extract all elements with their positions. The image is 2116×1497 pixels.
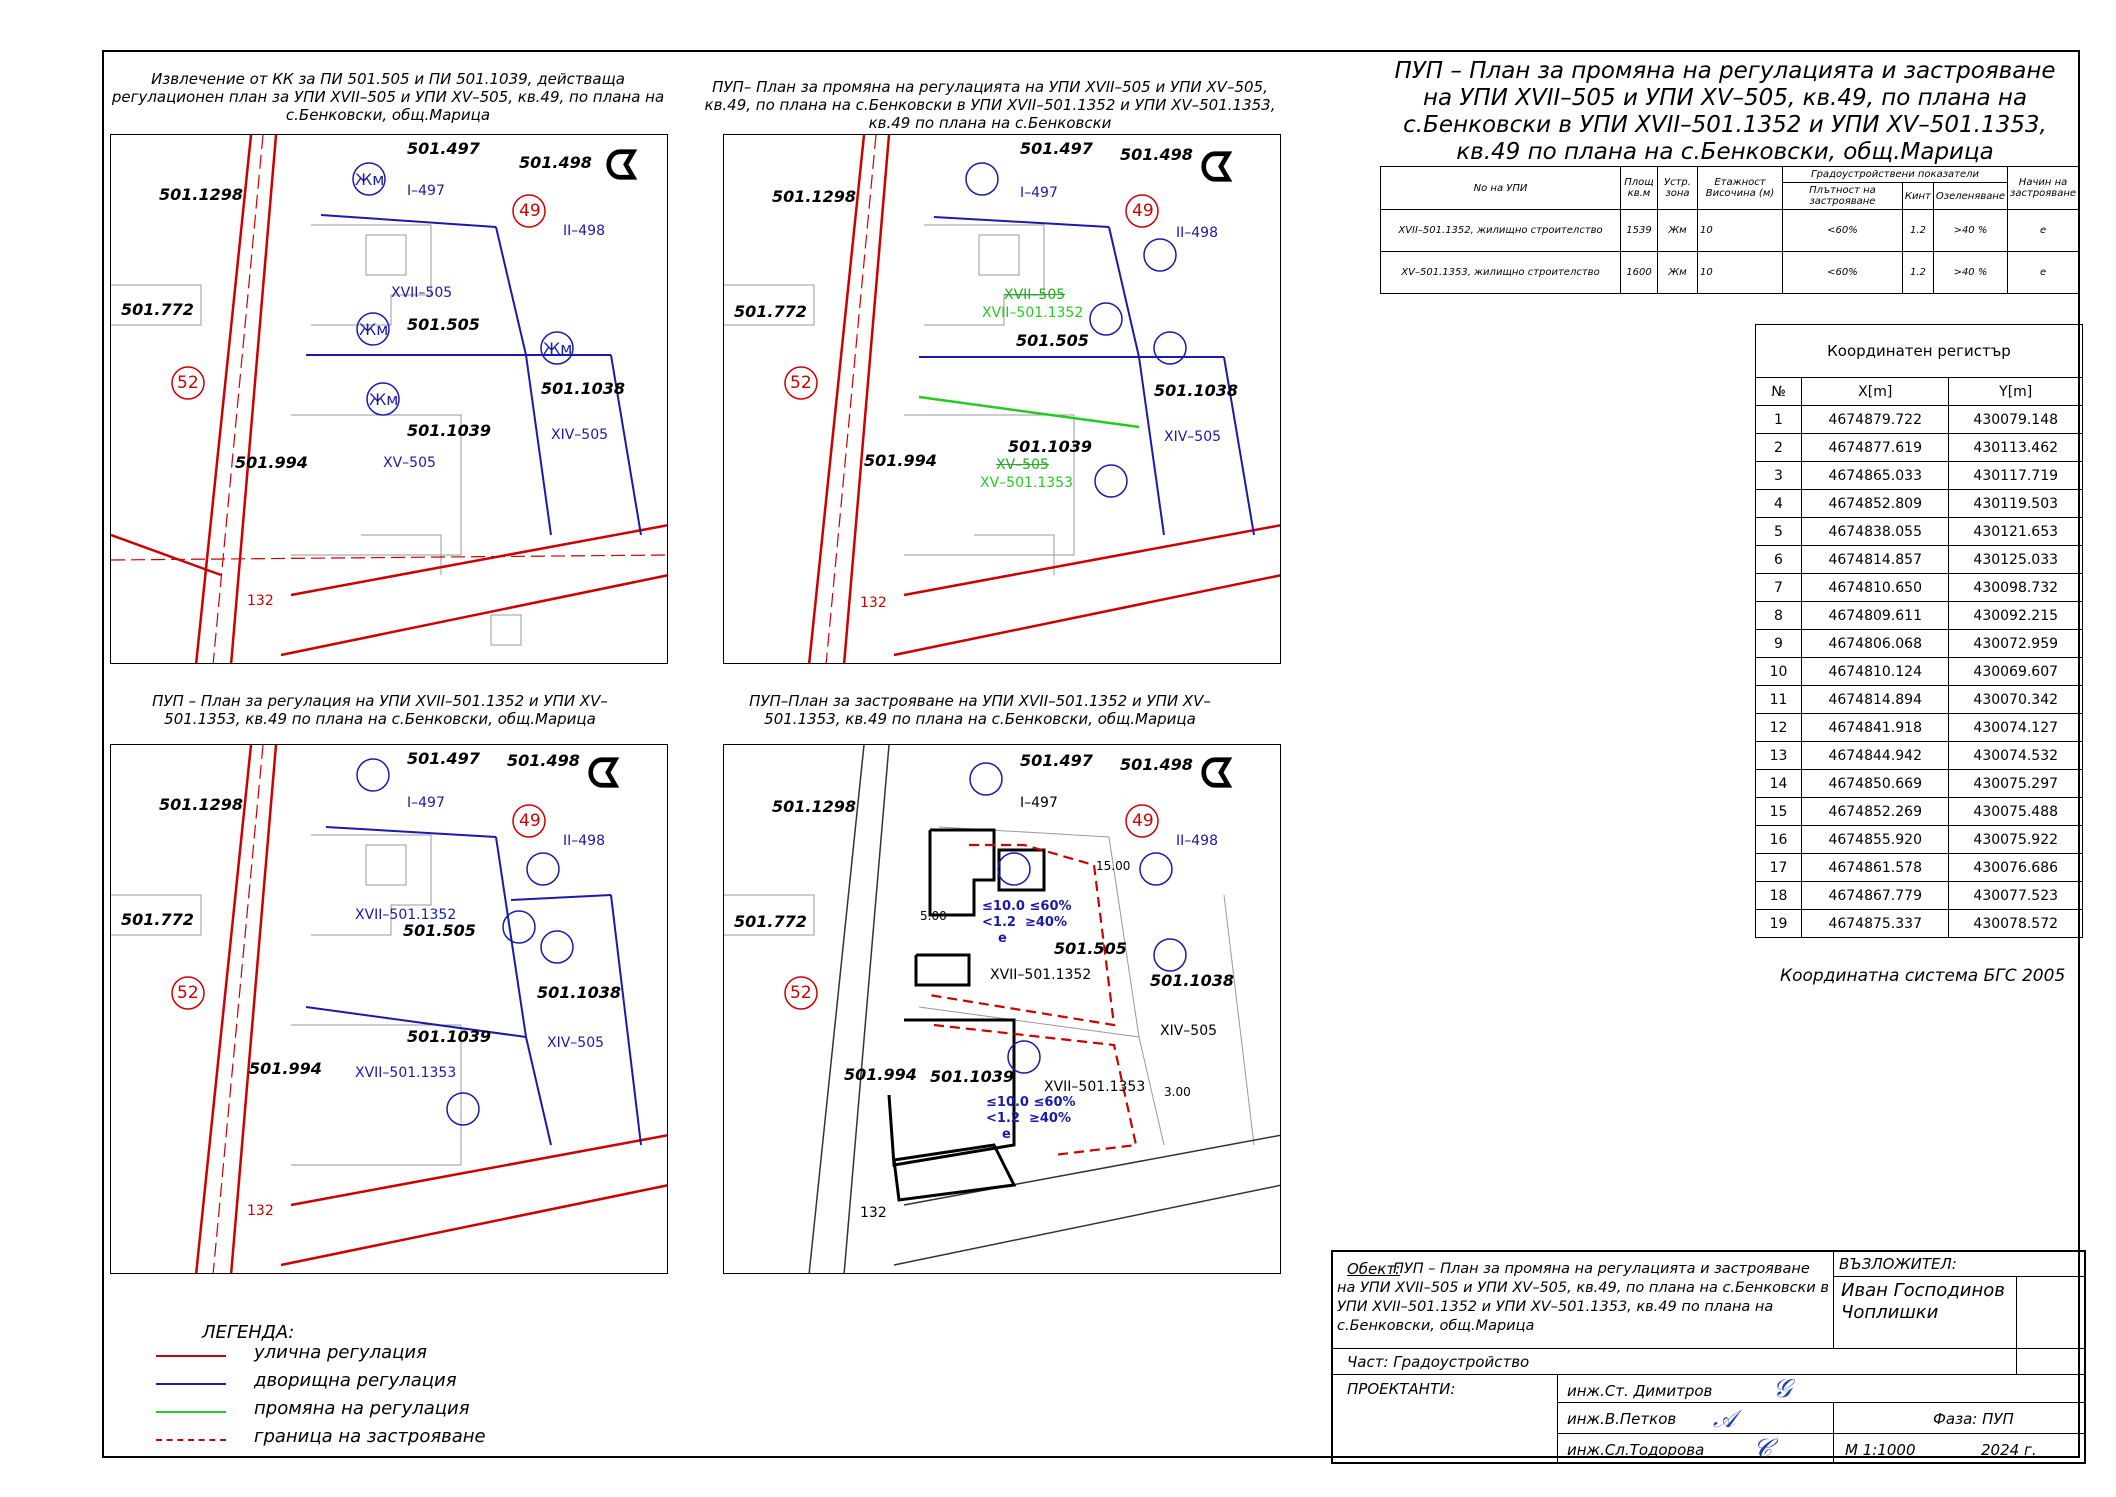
map-panel-existing [110,134,668,664]
cell: 430098.732 [1949,574,2083,602]
coord-title: Координатен регистър [1756,325,2083,378]
client-name: Иван Господинов Чоплишки [1841,1280,2005,1323]
tb-divider [1557,1433,2084,1434]
upi-label: XVII–501.1352 [982,305,1084,321]
upi-label: XIV–505 [547,1035,605,1051]
cell: 430113.462 [1949,434,2083,462]
cell: 4674852.269 [1802,798,1949,826]
parcel-1298: 501.1298 [159,795,244,814]
block-49: 49 [519,201,541,221]
parcel-505: 501.505 [403,921,476,940]
map-panel-change [723,134,1281,664]
subheader: Озеленяване [1933,183,2007,210]
cell: 15 [1756,798,1802,826]
upi-label: II–498 [563,833,605,849]
cell: 4674850.669 [1802,770,1949,798]
part-text: Част: Градоустройство [1347,1353,1530,1371]
cell: 430125.033 [1949,546,2083,574]
parcel-497: 501.497 [407,749,480,768]
cell: 430075.922 [1949,826,2083,854]
legend-title: ЛЕГЕНДА: [202,1322,295,1343]
table-row [1756,602,2083,630]
cell: 6 [1756,546,1802,574]
parcel-505: 501.505 [1016,331,1089,350]
legend-line-yard [156,1383,226,1385]
designer-2: инж.В.Петков [1567,1410,1677,1428]
panel-2-title: ПУП– План за промяна на регулацията на УПИ XVII–505 и УПИ XV–505, кв.49, по плана на с.Бенковски в УПИ XVII–501.1352 и УПИ XV–501.1353, кв.49 по плана на с.Бенковски [704,78,1276,132]
dimension-label: 5.00 [920,909,947,923]
parcel-994: 501.994 [864,451,937,470]
north-arrow-icon: ᗧ [587,751,621,797]
cell: 8 [1756,602,1802,630]
parcel-772: 501.772 [121,300,194,319]
upi-label: XV–505 [383,455,436,471]
tb-divider [1557,1374,1558,1464]
cell: 11 [1756,686,1802,714]
north-arrow-icon: ᗧ [1200,145,1234,191]
north-arrow-icon: ᗧ [1200,751,1234,797]
tb-divider [1333,1348,2084,1349]
cell: 4674841.918 [1802,714,1949,742]
cell: 10 [1698,252,1783,294]
table-row [1756,658,2083,686]
coord-rows [1756,406,2083,938]
cell: 17 [1756,854,1802,882]
road-label: 132 [247,593,274,609]
cell: 430121.653 [1949,518,2083,546]
cell: 4674865.033 [1802,462,1949,490]
table-row [1756,546,2083,574]
table-row [1756,630,2083,658]
parcel-1038: 501.1038 [1150,971,1235,990]
map-panel-building [723,744,1281,1274]
table-row [1756,882,2083,910]
panel-4-title: ПУП–План за застрояване на УПИ XVII–501.1352 и УПИ XV–501.1353, кв.49 по плана на с.Бенковски, общ.Марица [749,692,1211,728]
upi-label: I–497 [407,795,445,811]
parcel-497: 501.497 [1020,139,1093,158]
col-header: Y[m] [1949,378,2083,406]
table-row [1756,742,2083,770]
col-header: № [1756,378,1802,406]
cell: 430119.503 [1949,490,2083,518]
cell: 4674877.619 [1802,434,1949,462]
table-row [1756,798,2083,826]
tb-divider [1333,1374,2084,1375]
cell: 7 [1756,574,1802,602]
cell: >40 % [1933,252,2007,294]
designer-1: инж.Ст. Димитров [1567,1382,1713,1400]
table-row [1756,490,2083,518]
cell: 14 [1756,770,1802,798]
legend-label: улична регулация [254,1342,427,1363]
cell: 4674879.722 [1802,406,1949,434]
upi-label: XIV–505 [551,427,609,443]
table-row [1756,854,2083,882]
year-text: 2024 г. [1981,1441,2037,1459]
col-header: No на УПИ [1381,167,1621,210]
upi-label: XIV–505 [1164,429,1222,445]
signature-2: 𝒜 [1713,1405,1736,1433]
cell: 4674852.809 [1802,490,1949,518]
dimension-label: 3.00 [1164,1085,1191,1099]
designers-label: ПРОЕКТАНТИ: [1347,1380,1456,1398]
upi-label: XV–501.1353 [980,475,1073,491]
upi-label: XVII–501.1352 [990,967,1092,983]
cell: 430074.532 [1949,742,2083,770]
parcel-772: 501.772 [734,302,807,321]
dimension-label: 15.00 [1096,859,1131,873]
parcel-505: 501.505 [407,315,480,334]
table-row [1756,910,2083,938]
panel-3-title: ПУП – План за регулация на УПИ XVII–501.1352 и УПИ XV–501.1353, кв.49 по плана на с.Бенковски, общ.Марица [152,692,608,728]
table-row [1756,434,2083,462]
zone-label: Жм [355,170,385,189]
cell: 4674814.894 [1802,686,1949,714]
cell: 430117.719 [1949,462,2083,490]
upi-label: XIV–505 [1160,1023,1218,1039]
cell: 4674844.942 [1802,742,1949,770]
scale-text: М 1:1000 [1845,1441,1916,1459]
parcel-505: 501.505 [1054,939,1127,958]
cell: 1.2 [1902,210,1933,252]
cell: 4674838.055 [1802,518,1949,546]
cell: 19 [1756,910,1802,938]
obekt-label: Обект: [1347,1260,1401,1278]
road-label: 132 [860,595,887,611]
cell: 4674809.611 [1802,602,1949,630]
phase-text: Фаза: ПУП [1933,1410,2014,1428]
cell: 4674810.124 [1802,658,1949,686]
cell: 12 [1756,714,1802,742]
cell: 4674875.337 [1802,910,1949,938]
tb-divider [1833,1276,2084,1277]
coordinate-table [1755,324,2083,938]
signature-3: 𝒞 [1753,1434,1772,1464]
cell: 1539 [1621,210,1658,252]
upi-table [1380,166,2079,294]
obekt-text: ПУП – План за промяна на регулацията и застрояване на УПИ XVII–505 и УПИ XV–505, кв.49, по плана на с.Бенковски в УПИ XVII–501.1352 и УПИ XV–501.1353, кв.49 по плана на с.Бенковски, общ.Марица [1337,1261,1829,1334]
cell: XV–501.1353, жилищно строителство [1381,252,1621,294]
cell: 430074.127 [1949,714,2083,742]
legend-line-street [156,1355,226,1357]
cell: 4674814.857 [1802,546,1949,574]
road-label: 132 [860,1205,887,1221]
table-row [1381,252,2079,294]
upi-label: I–497 [407,183,445,199]
coordinate-system-note: Координатна система БГС 2005 [1780,966,2066,986]
parcel-1039: 501.1039 [407,421,492,440]
upi-label: II–498 [1176,833,1218,849]
col-header: X[m] [1802,378,1949,406]
north-arrow-icon: ᗧ [605,143,639,189]
parcel-498: 501.498 [507,751,580,770]
cell: 430078.572 [1949,910,2083,938]
upi-label: XVII–505 [1004,287,1066,303]
cell: 430069.607 [1949,658,2083,686]
cell: 18 [1756,882,1802,910]
upi-label: XVII–505 [391,285,453,301]
parcel-1038: 501.1038 [541,379,626,398]
client-label: ВЪЗЛОЖИТЕЛ: [1839,1255,1957,1273]
cell: 10 [1756,658,1802,686]
legend-line-change [156,1411,226,1413]
cell: Жм [1658,252,1698,294]
map-regulation-svg [111,745,668,1274]
cell: 5 [1756,518,1802,546]
parcel-1038: 501.1038 [1154,381,1239,400]
cell: 430077.523 [1949,882,2083,910]
table-row [1756,714,2083,742]
road-label: 132 [247,1203,274,1219]
table-row [1756,518,2083,546]
parcel-498: 501.498 [1120,145,1193,164]
cell: 4674861.578 [1802,854,1949,882]
signature-1: 𝒢 [1773,1374,1792,1404]
zone-label: Жм [359,320,389,339]
map-building-svg [724,745,1281,1274]
designer-3: инж.Сл.Тодорова [1567,1441,1705,1459]
table-row [1756,826,2083,854]
cell: Жм [1658,210,1698,252]
cell: 9 [1756,630,1802,658]
parcel-1298: 501.1298 [772,797,857,816]
table-row [1756,462,2083,490]
cell: <60% [1783,210,1903,252]
table-row [1756,406,2083,434]
tb-divider [1557,1402,2084,1403]
legend-label: дворищна регулация [254,1370,457,1391]
indicators-upper: ≤10.0 ≤60% <1.2 ≥40% е [982,899,1072,946]
upi-label: XV–505 [996,457,1049,473]
parcel-1298: 501.1298 [772,187,857,206]
parcel-497: 501.497 [407,139,480,158]
upi-label: II–498 [563,223,605,239]
block-52: 52 [177,983,199,1003]
parcel-498: 501.498 [519,153,592,172]
table-row [1381,210,2079,252]
cell: 10 [1698,210,1783,252]
block-49: 49 [1132,811,1154,831]
parcel-772: 501.772 [121,910,194,929]
block-49: 49 [519,811,541,831]
table-row [1756,770,2083,798]
parcel-994: 501.994 [249,1059,322,1078]
upi-label: XVII–501.1353 [355,1065,457,1081]
block-52: 52 [790,373,812,393]
panel-1-title: Извлечение от КК за ПИ 501.505 и ПИ 501.1039, действаща регулационен план за УПИ XVII–505 и УПИ XV–505, кв.49, по плана на с.Бенковски, общ.Марица [111,70,665,124]
legend-line-building [156,1439,226,1441]
parcel-498: 501.498 [1120,755,1193,774]
subheader: Кинт [1902,183,1933,210]
cell: >40 % [1933,210,2007,252]
upi-label: XVII–501.1353 [1044,1079,1146,1095]
upi-label: XVII–501.1352 [355,907,457,923]
cell: 1.2 [1902,252,1933,294]
block-52: 52 [790,983,812,1003]
col-header: Начин на застрояване [2008,167,2079,210]
parcel-1039: 501.1039 [407,1027,492,1046]
col-header: Етажност Височина (м) [1698,167,1783,210]
cell: 430070.342 [1949,686,2083,714]
cell: 4 [1756,490,1802,518]
cell: 1600 [1621,252,1658,294]
legend-label: граница на застрояване [254,1426,486,1447]
legend-label: промяна на регулация [254,1398,470,1419]
cell: 4674867.779 [1802,882,1949,910]
map-panel-regulation [110,744,668,1274]
block-52: 52 [177,373,199,393]
cell: 430072.959 [1949,630,2083,658]
subheader: Плътност на застрояване [1783,183,1903,210]
cell: 3 [1756,462,1802,490]
cell: 4674806.068 [1802,630,1949,658]
cell: 430079.148 [1949,406,2083,434]
cell: е [2008,252,2079,294]
cell: 4674855.920 [1802,826,1949,854]
parcel-497: 501.497 [1020,751,1093,770]
indicators-lower: ≤10.0 ≤60% <1.2 ≥40% е [986,1095,1076,1142]
cell: 430075.488 [1949,798,2083,826]
table-row [1756,686,2083,714]
col-header: Устр. зона [1658,167,1698,210]
tb-divider [2016,1276,2017,1374]
cell: 2 [1756,434,1802,462]
main-title: ПУП – План за промяна на регулацията и застрояване на УПИ XVII–505 и УПИ XV–505, кв.49, по плана на с.Бенковски в УПИ XVII–501.1352 и УПИ XV–501.1353, кв.49 по плана на с.Бенковски, общ.Марица [1394,58,2056,165]
cell: 430075.297 [1949,770,2083,798]
cell: е [2008,210,2079,252]
cell: <60% [1783,252,1903,294]
cell: XVII–501.1352, жилищно строителство [1381,210,1621,252]
cell: 16 [1756,826,1802,854]
parcel-772: 501.772 [734,912,807,931]
cell: 13 [1756,742,1802,770]
zone-label: Жм [369,390,399,409]
block-49: 49 [1132,201,1154,221]
col-header: Площ кв.м [1621,167,1658,210]
parcel-1038: 501.1038 [537,983,622,1002]
upi-label: II–498 [1176,225,1218,241]
parcel-1039: 501.1039 [930,1067,1015,1086]
zone-label: Жм [543,339,573,358]
upi-label: I–497 [1020,185,1058,201]
cell: 430092.215 [1949,602,2083,630]
cell: 1 [1756,406,1802,434]
col-header: Градоустройствени показатели [1783,167,2008,183]
cell: 430076.686 [1949,854,2083,882]
upi-label: I–497 [1020,795,1058,811]
table-row [1756,574,2083,602]
cell: 4674810.650 [1802,574,1949,602]
parcel-1298: 501.1298 [159,185,244,204]
parcel-994: 501.994 [235,453,308,472]
title-block [1331,1250,2086,1464]
parcel-994: 501.994 [844,1065,917,1084]
tb-divider [1833,1252,1834,1348]
tb-divider [1833,1402,1834,1464]
parcel-1039: 501.1039 [1008,437,1093,456]
